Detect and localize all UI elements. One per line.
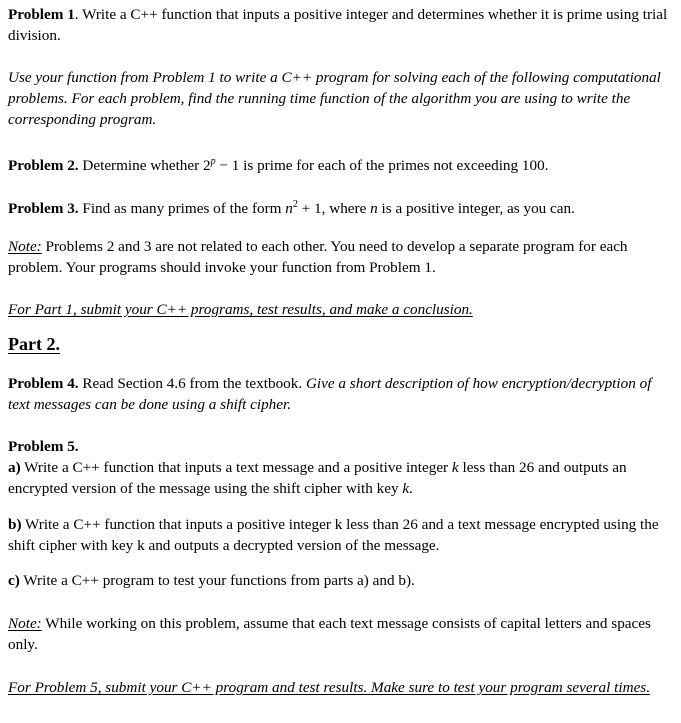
problem-1-text: . Write a C++ function that inputs a positive integer and determines whether it is prime using trial division. (8, 6, 668, 44)
problem-5-part-c: c) Write a C++ program to test your functions from parts a) and b). (8, 572, 415, 589)
note-2-text: While working on this problem, assume that each text message consists of capital letters and spaces only. (8, 615, 651, 653)
part-2-title: Part 2. (8, 334, 60, 354)
part-1-intro: Use your function from Problem 1 to write a C++ program for solving each of the following computational problems. For each problem, find the running time function of the algorithm you are using to write the corresponding program. (8, 69, 661, 128)
problem-2: Problem 2. Determine whether $2^p - 1$ is prime for each of the primes not exceeding 100. (8, 156, 549, 175)
problem-3-label: Problem 3. (8, 200, 79, 218)
problem-1-label: Problem 1 (8, 6, 75, 23)
problem-1 (8, 4, 672, 46)
problem-5-part-b: b) Write a C++ function that inputs a positive integer k less than 26 and a text message encrypted using the shift cipher with key k and outputs a decrypted version of the message. (8, 516, 659, 554)
note-1-text: Problems 2 and 3 are not related to each other. You need to develop a separate program for each problem. Your programs should invoke your function from Problem 1. (8, 238, 628, 276)
problem-5-part-a: a) Write a C++ function that inputs a text message and a positive integer k less than 26 and outputs an encrypted version of the message using the shift cipher with key k. (8, 459, 627, 497)
note-1-label: Note: (8, 238, 42, 255)
problem-2-label: Problem 2. (8, 157, 79, 175)
problem-4-label: Problem 4. (8, 375, 79, 392)
part-1-submit-instructions: For Part 1, submit your C++ programs, test results, and make a conclusion. (8, 301, 473, 318)
problem-5-label: Problem 5. (8, 438, 79, 455)
problem-5 (8, 436, 672, 499)
problem-2-math: $2^p - 1$ (203, 156, 240, 175)
note-1 (8, 236, 672, 278)
problem-5-submit-instructions: For Problem 5, submit your C++ program and test results. Make sure to test your program several times. (8, 679, 651, 696)
note-2 (8, 613, 672, 655)
problem-3-math: $n^2 + 1$ (285, 199, 322, 218)
note-2-label: Note: (8, 615, 42, 632)
problem-3: Problem 3. Find as many primes of the form $n^2 + 1$, where n is a positive integer, as you can. (8, 199, 575, 218)
problem-4: Problem 4. Read Section 4.6 from the textbook. Give a short description of how encryption/decryption of text messages can be done using a shift cipher. (8, 375, 652, 413)
